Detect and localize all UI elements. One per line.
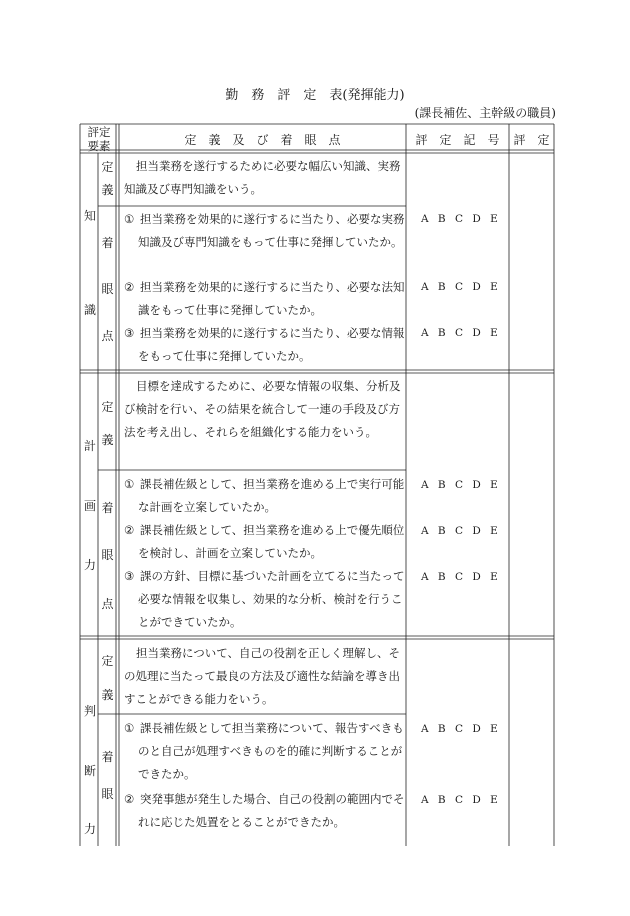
section-3-definition: 担当業務について、自己の役割を正しく理解し、その処理に当たって最良の方法及び適性な結論を導き出すことができる能力をいう。 xyxy=(124,646,401,706)
point-number: ① xyxy=(124,721,135,735)
section-1-point-2 xyxy=(124,276,410,322)
section-1-name-char-1: 知 xyxy=(83,209,96,223)
section-3-grades-1[interactable]: A B C D E xyxy=(421,723,498,735)
point-text: 突発事態が発生した場合、自己の役割の範囲内でそれに応じた処置をとることができたか。 xyxy=(138,792,405,829)
point-text: 課長補佐級として、担当業務を進める上で優先順位を検討し、計画を立案していたか。 xyxy=(138,523,405,560)
point-number: ② xyxy=(124,792,135,806)
section-1-def-label-2: 義 xyxy=(101,183,114,197)
section-2-def-label-1: 定 xyxy=(101,400,114,414)
section-1-grades-1[interactable]: A B C D E xyxy=(421,213,498,225)
section-2-name-char-1: 計 xyxy=(83,439,96,453)
section-3-pts-label-2: 眼 xyxy=(101,787,114,801)
section-1-def-label-1: 定 xyxy=(101,160,114,174)
section-2-pts-label-3: 点 xyxy=(101,597,114,611)
section-2-point-2 xyxy=(124,519,410,565)
section-3-grades-2[interactable]: A B C D E xyxy=(421,794,498,806)
section-2-grades-3[interactable]: A B C D E xyxy=(421,571,498,583)
section-1-definition: 担当業務を遂行するために必要な幅広い知識、実務知識及び専門知識をいう。 xyxy=(124,159,401,196)
section-2-grades-1[interactable]: A B C D E xyxy=(421,479,498,491)
section-1-grades-2[interactable]: A B C D E xyxy=(421,281,498,293)
section-2-point-1 xyxy=(124,473,410,519)
header-symbol: 評 定 記 号 xyxy=(415,133,500,147)
point-number: ③ xyxy=(124,326,135,340)
section-1-pts-label-3: 点 xyxy=(101,329,114,343)
point-number: ② xyxy=(124,523,135,537)
section-2-name-char-3: 力 xyxy=(83,558,96,572)
section-1-point-1 xyxy=(124,208,410,254)
section-1-pts-label-1: 着 xyxy=(101,236,114,250)
section-3-name-char-3: 力 xyxy=(83,822,96,836)
section-2-point-3 xyxy=(124,565,410,633)
section-1-point-3 xyxy=(124,322,410,368)
section-2-grades-2[interactable]: A B C D E xyxy=(421,525,498,537)
point-number: ② xyxy=(124,280,135,294)
section-3-pts-label-1: 着 xyxy=(101,750,114,764)
section-3-point-2 xyxy=(124,788,410,834)
section-2-def-label-2: 義 xyxy=(101,433,114,447)
page-title: 勤 務 評 定 表(発揮能力) xyxy=(225,88,405,103)
point-text: 課の方針、目標に基づいた計画を立てるに当たって必要な情報を収集し、効果的な分析、検討を行うことができていたか。 xyxy=(138,569,405,629)
section-3-point-1 xyxy=(124,717,410,785)
point-text: 課長補佐級として担当業務について、報告すべきものと自己が処理すべきものを的確に判断することができたか。 xyxy=(138,721,404,781)
point-text: 担当業務を効果的に遂行するに当たり、必要な実務知識及び専門知識をもって仕事に発揮していたか。 xyxy=(138,212,405,249)
section-3-def-label-1: 定 xyxy=(101,654,114,668)
section-2-name-char-2: 画 xyxy=(83,499,96,513)
point-number: ① xyxy=(124,212,135,226)
section-1-pts-label-2: 眼 xyxy=(101,282,114,296)
section-3-def-label-2: 義 xyxy=(101,688,114,702)
header-definition: 定 義 及 び 着 眼 点 xyxy=(184,133,341,147)
section-1-name-char-2: 識 xyxy=(83,303,96,317)
point-text: 担当業務を効果的に遂行するに当たり、必要な情報をもって仕事に発揮していたか。 xyxy=(138,326,405,363)
header-element: 評定要素 xyxy=(87,125,111,153)
section-3-name-char-2: 断 xyxy=(83,764,96,778)
section-2-pts-label-1: 着 xyxy=(101,501,114,515)
point-number: ③ xyxy=(124,569,135,583)
page-subtitle: (課長補佐、主幹級の職員) xyxy=(414,106,556,120)
section-3-name-char-1: 判 xyxy=(83,704,96,718)
section-2-pts-label-2: 眼 xyxy=(101,548,114,562)
point-text: 担当業務を効果的に遂行するに当たり、必要な法知識をもって仕事に発揮していたか。 xyxy=(138,280,405,317)
point-number: ① xyxy=(124,477,135,491)
section-2-definition: 目標を達成するために、必要な情報の収集、分析及び検討を行い、その結果を統合して一連の手段及び方法を考え出し、それらを組織化する能力をいう。 xyxy=(124,379,401,439)
point-text: 課長補佐級として、担当業務を進める上で実行可能な計画を立案していたか。 xyxy=(138,477,405,514)
header-rating: 評 定 xyxy=(513,133,550,147)
section-1-grades-3[interactable]: A B C D E xyxy=(421,327,498,339)
